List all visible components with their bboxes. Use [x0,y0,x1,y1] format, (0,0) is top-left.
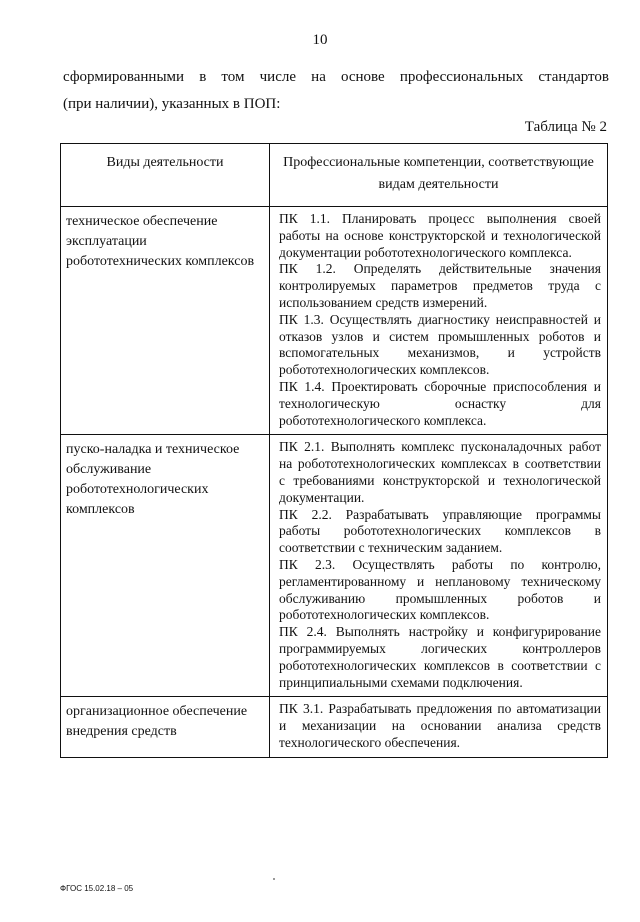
competencies-cell [270,435,608,697]
competency-item: ПК 2.4. Выполнять настройку и конфигурирование программируемых логических контроллеров робототехнологических комплексов в соответствии с принципиальными схемами подключения. [279,624,601,690]
header-competencies: Профессиональные компетенции, соответствующие видам деятельности [270,144,608,207]
header-activity: Виды деятельности [61,144,270,207]
footer-code: ФГОС 15.02.18 – 05 [60,884,134,893]
page-number: 10 [312,32,328,48]
competency-item: ПК 1.1. Планировать процесс выполнения своей работы на основе конструкторской и технологической документации робототехнологического комплекса. [279,211,601,260]
intro-line-1: сформированными в том числе на основе профессиональных стандартов [63,69,609,85]
competencies-cell [270,207,608,435]
table-row [61,207,608,435]
competency-item: ПК 3.1. Разрабатывать предложения по автоматизации и механизации на основании анализа средств технологического обеспечения. [279,701,601,750]
competencies-table [60,143,608,758]
table-caption: Таблица № 2 [524,119,607,135]
competency-item: ПК 1.4. Проектировать сборочные приспособления и технологическую оснастку для робототехнологического комплекса. [279,378,601,428]
activity-cell: организационное обеспечение внедрения средств [61,697,270,757]
table-row [61,697,608,757]
scan-mark [273,878,275,880]
intro-line-2: (при наличии), указанных в ПОП: [63,96,281,112]
competency-item: ПК 2.3. Осуществлять работы по контролю, регламентированному и неплановому техническому обслуживанию промышленных роботов и робототехнологических комплексов. [279,556,601,623]
activity-cell: пуско-наладка и техническое обслуживание робототехнологических комплексов [61,435,270,697]
intro-paragraph [63,64,609,118]
table-header-row [61,144,608,207]
table-row [61,435,608,697]
competency-item: ПК 1.2. Определять действительные значения контролируемых параметров предметов труда с использованием средств измерений. [279,261,601,310]
competency-item: ПК 2.1. Выполнять комплекс пусконаладочных работ на робототехнологических комплексах в соответствии с требованиями конструкторской и технологической документации. [279,439,601,505]
activity-cell: техническое обеспечение эксплуатации робототехнических комплексов [61,207,270,435]
competency-item: ПК 2.2. Разрабатывать управляющие программы работы робототехнологических комплексов в соответствии с техническим заданием. [279,506,601,556]
competency-item: ПК 1.3. Осуществлять диагностику неисправностей и отказов узлов и систем промышленных роботов и вспомогательных механизмов, и устройств робототехнологических комплексов. [279,311,601,378]
competencies-cell [270,697,608,757]
